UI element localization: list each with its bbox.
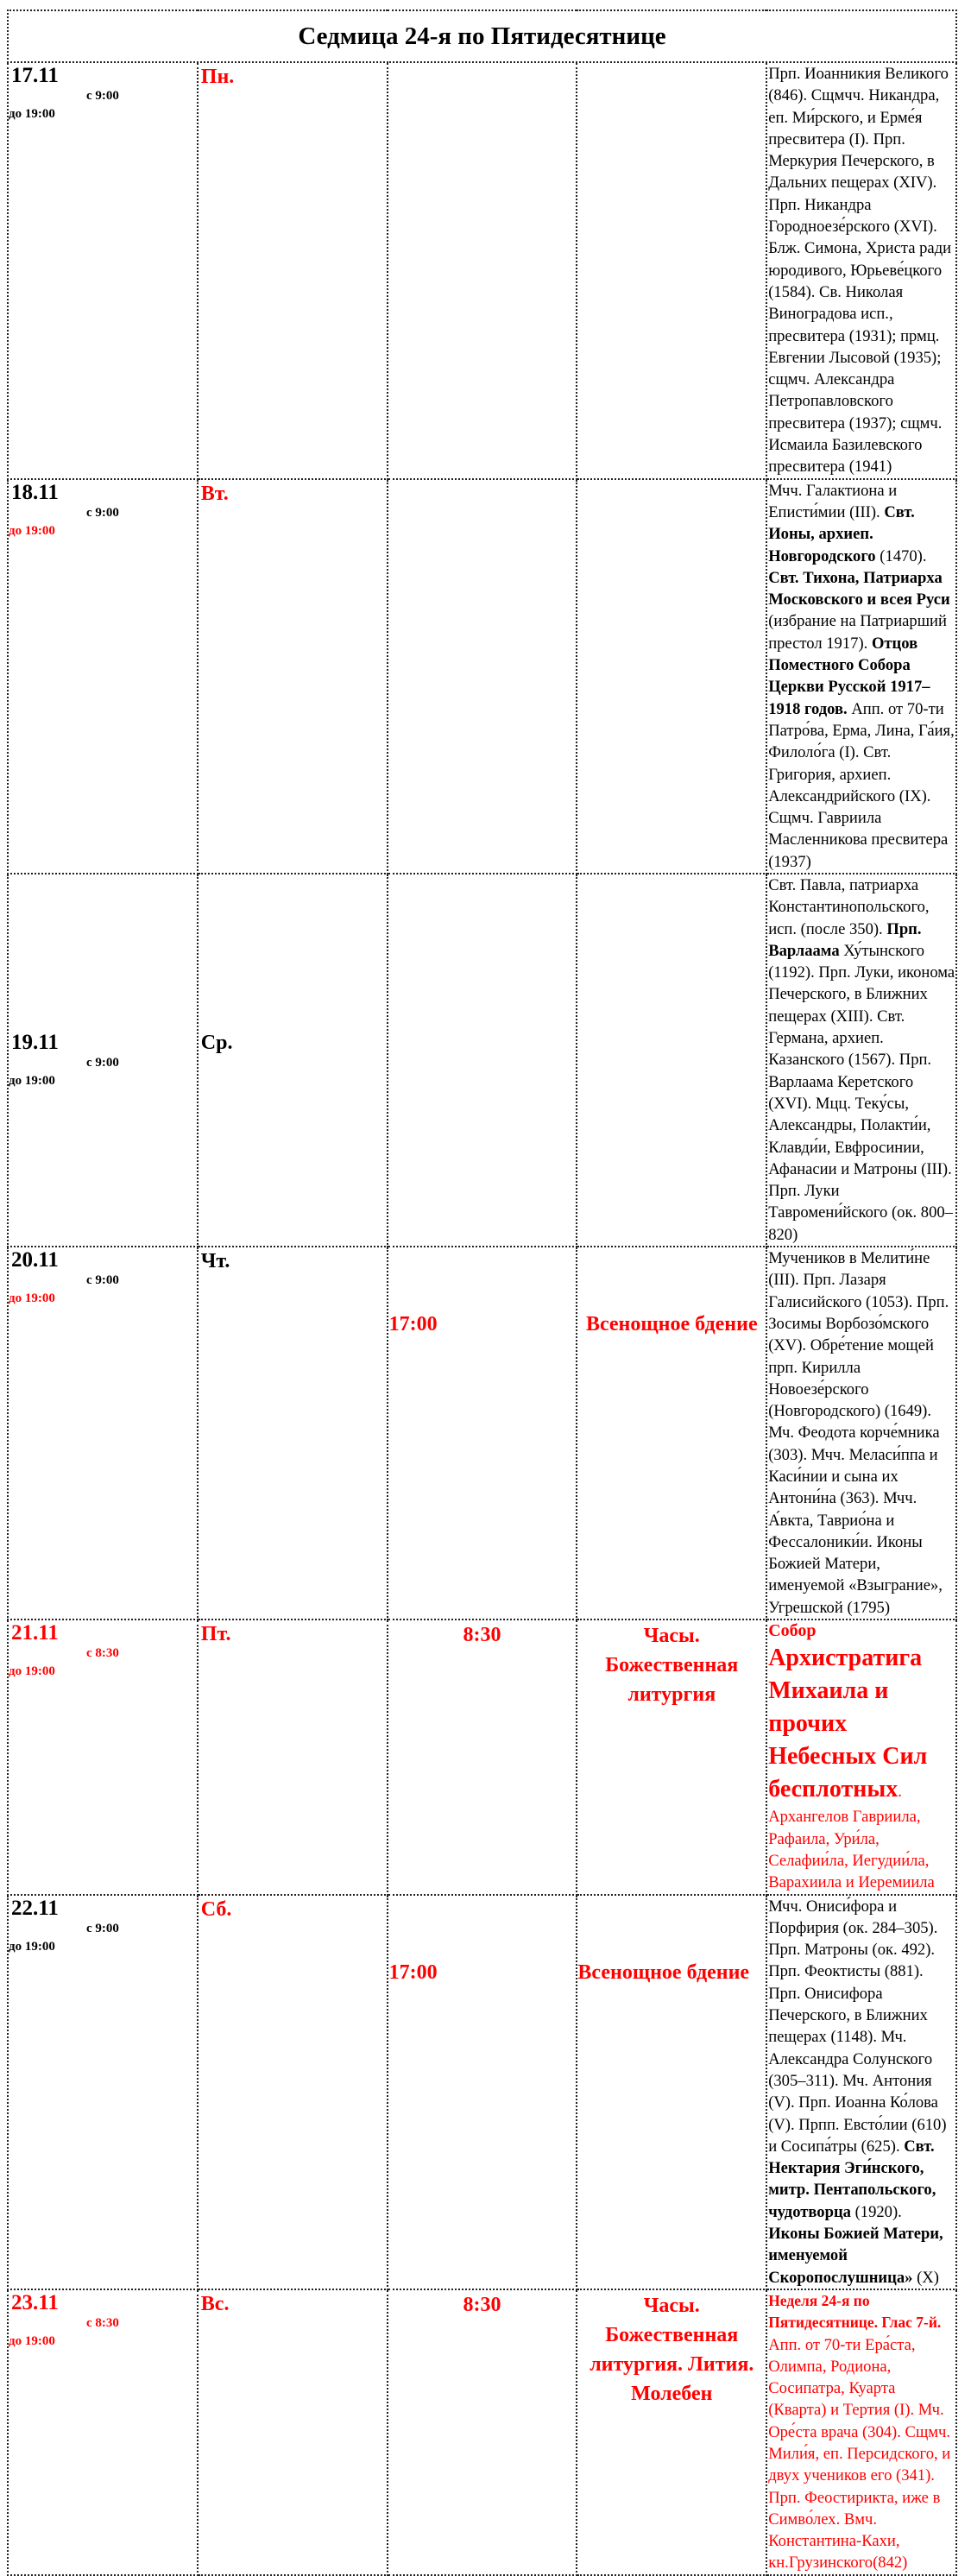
- saints-bold: Иконы Божией Матери, именуемой Скоропослушница»: [768, 2225, 943, 2287]
- table-row: [8, 1895, 956, 2289]
- hours-from: с 9:00: [85, 1921, 119, 1935]
- date: 22.11: [11, 1896, 59, 1920]
- saints-cell: [766, 479, 956, 874]
- service-time: 17:00: [388, 1960, 438, 1984]
- saints-cell: [766, 874, 956, 1247]
- date-cell: [8, 1619, 198, 1894]
- date-cell: [8, 1247, 198, 1619]
- saints-cell: [766, 1247, 956, 1619]
- saints-text: [767, 2290, 955, 2574]
- date: 17.11: [11, 64, 59, 87]
- saints-cell: [766, 62, 956, 479]
- saints-part: (1920).: [850, 2202, 902, 2221]
- service-name: Всенощное бдение: [585, 1313, 758, 1336]
- date-cell: [8, 1895, 198, 2289]
- date-cell: [8, 62, 198, 479]
- saints-bold: Свт. Ионы, архиеп. Новгородского: [768, 502, 915, 565]
- table-row: [8, 1619, 956, 1894]
- saints-part: Мчч. Ониси́фора и Порфирия (ок. 284–305). Прп. Матроны (ок. 492). Прп. Феоктисты (881). Прп. Онисифора Печерского, в Ближних пещерах (1148). Мч. Александра Солунского (305–311). Мч. Антония (V). Прп. Иоанна Ко́лова (V). Прпп. Евсто́лии (610) и Сосипа́тры (625).: [768, 1897, 947, 2156]
- date: 20.11: [11, 1248, 59, 1272]
- hours-to: до 19:00: [9, 2333, 55, 2348]
- saints-part: (избрание на Патриарший престол 1917).: [768, 612, 947, 653]
- hours-from: с 9:00: [85, 89, 119, 103]
- time-cell: [388, 1895, 577, 2289]
- hours-to: до 19:00: [9, 523, 55, 538]
- hours-to: до 19:00: [9, 1291, 55, 1306]
- weekday: Пн.: [200, 66, 235, 88]
- day-cell: [198, 1619, 388, 1894]
- hours-from: с 9:00: [85, 505, 119, 520]
- day-cell: [198, 1247, 388, 1619]
- hours-to: до 19:00: [9, 1664, 55, 1679]
- saints-bold: Свт. Нектария Эги́нского, митр. Пентапольского, чудотворца: [768, 2137, 936, 2221]
- service-cell: [577, 1247, 766, 1619]
- hours-from: с 8:30: [85, 2315, 119, 2330]
- table-row: [8, 479, 956, 874]
- hours-to: до 19:00: [9, 1074, 55, 1088]
- saints-cell: [766, 2289, 956, 2575]
- date: 23.11: [11, 2290, 59, 2314]
- saints-text: Мучеников в Мелити́не (III). Прп. Лазаря Галисийского (1053). Прп. Зосимы Ворбозо́мского (XV). Обре́тение мощей прп. Кирилла Новоезе́рского (Новгородского) (1649). Мч. Феодота корче́мника (303). Мчч. Меласи́ппа и Каси́нии и сына их Антони́на (363). Мчч. А́вкта, Таврио́на и Фессалоники́и. Иконы Божией Матери, именуемой «Взыграние», Угрешской (1795): [768, 1249, 949, 1617]
- saints-text: [767, 1620, 955, 1893]
- time-cell: [388, 62, 577, 479]
- time-cell: [388, 479, 577, 874]
- service-time: 17:00: [388, 1313, 438, 1336]
- date: 19.11: [11, 1031, 59, 1054]
- hours-from: с 9:00: [85, 1056, 119, 1070]
- schedule-table: [7, 9, 957, 2576]
- day-cell: [198, 479, 388, 874]
- date-cell: [8, 2289, 198, 2575]
- hours-from: с 9:00: [85, 1273, 119, 1288]
- table-row: [8, 2289, 956, 2575]
- service-cell: [577, 1895, 766, 2289]
- saints-text: [767, 480, 955, 873]
- service-cell: [577, 1619, 766, 1894]
- time-cell: [388, 874, 577, 1247]
- date-cell: [8, 874, 198, 1247]
- sunday-title: Неделя 24-я по Пятидесятнице. Глас 7-й.: [768, 2291, 942, 2332]
- hours-to: до 19:00: [9, 1939, 55, 1954]
- feast-name: Архистратига Михаила и прочих Небесных Сил бесплотных: [768, 1645, 928, 1803]
- weekday: Вс.: [200, 2292, 230, 2315]
- hours-to: до 19:00: [9, 107, 55, 121]
- service-cell: [577, 2289, 766, 2575]
- saints-part: Ху́тынского (1192). Прп. Луки, иконома Печерского, в Ближних пещерах (XIII). Свт. Германа, архиеп. Казанского (1567). Прп. Варлаама Керетского (XVI). Мцц. Теку́сы, Александры, Полакти́и, Клавди́и, Евфросинии, Афанасии и Матроны (III). Прп. Луки Тавромени́йского (ок. 800–820): [768, 941, 955, 1244]
- saints-cell: [766, 1895, 956, 2289]
- service-time: 8:30: [463, 1624, 501, 1647]
- saints-part: (X): [912, 2268, 939, 2287]
- schedule-title: Седмица 24-я по Пятидесятнице: [8, 10, 956, 62]
- date-cell: [8, 479, 198, 874]
- weekday: Пт.: [200, 1623, 231, 1646]
- saints-text: Прп. Иоанникия Великого (846). Сщмчч. Никандра, еп. Ми́рского, и Ерме́я пресвитера (I). Прп. Меркурия Печерского, в Дальних пещерах (XIV). Прп. Никандра Городноезе́рского (XVI). Блж. Симона, Христа ради юродивого, Юрьеве́цкого (1584). Св. Николая Виноградова исп., пресвитера (1931); прмц. Евгении Лысовой (1935); сщмч. Александра Петропавловского пресвитера (1937); сщмч. Исмаила Базилевского пресвитера (1941): [768, 65, 952, 477]
- table-row: [8, 874, 956, 1247]
- time-cell: [388, 1619, 577, 1894]
- saints-bold: Собор: [768, 1621, 817, 1641]
- service-cell: [577, 62, 766, 479]
- service-cell: [577, 874, 766, 1247]
- service-cell: [577, 479, 766, 874]
- saints-cell: [766, 1619, 956, 1894]
- hours-from: с 8:30: [85, 1646, 119, 1661]
- saints-part: Мчч. Галактиона и Еписти́мии (III).: [768, 481, 898, 521]
- day-cell: [198, 1895, 388, 2289]
- saints-part: Апп. от 70-ти Патро́ва, Ерма, Лина, Га́ия, Филоло́га (I). Свт. Григория, архиеп. Александрийского (IX). Сщмч. Гавриила Масленникова пресвитера (1937): [768, 699, 955, 871]
- table-row: [8, 1247, 956, 1619]
- saints-text: [767, 1896, 955, 2289]
- time-cell: [388, 1247, 577, 1619]
- day-cell: [198, 874, 388, 1247]
- saints-part: (1470).: [875, 546, 927, 565]
- saints-part: Свт. Павла, патриарха Константинопольского, исп. (после 350).: [768, 875, 930, 938]
- day-cell: [198, 2289, 388, 2575]
- service-name: Часы. Божественная литургия. Лития. Молебен: [590, 2294, 754, 2405]
- date: 18.11: [11, 480, 59, 504]
- weekday: Сб.: [200, 1897, 232, 1921]
- saints-part: . Архангелов Гавриила, Рафаила, Ури́ла, Селафии́ла, Иегудии́ла, Варахиила и Иеремиила: [768, 1783, 935, 1892]
- weekday: Чт.: [200, 1250, 230, 1273]
- saints-bold: Прп. Варлаама: [768, 919, 922, 960]
- table-row: [8, 62, 956, 479]
- weekday: Вт.: [200, 482, 229, 505]
- service-time: 8:30: [463, 2293, 501, 2316]
- saints-bold: Отцов Поместного Собора Церкви Русской 1917–1918 годов.: [768, 634, 930, 718]
- date: 21.11: [11, 1621, 59, 1645]
- saints-part: Апп. от 70-ти Ера́ста, Олимпа, Родиона, Сосипатра, Куарта (Кварта) и Тертия (I). Мч. Оре́ста врача (304). Сщмч. Мили́я, еп. Персидского, и двух учеников его (341). Прп. Феостирикта, иже в Симво́лех. Вмч. Константина-Кахи, кн.Грузинского(842): [768, 2335, 951, 2573]
- day-cell: [198, 62, 388, 479]
- time-cell: [388, 2289, 577, 2575]
- saints-bold: Свт. Тихона, Патриарха Московского и всея Руси: [768, 568, 950, 609]
- weekday: Ср.: [200, 1031, 233, 1054]
- saints-text: [767, 874, 955, 1246]
- service-name: Часы. Божественная литургия: [605, 1625, 739, 1707]
- service-name: Всенощное бдение: [577, 1960, 750, 1984]
